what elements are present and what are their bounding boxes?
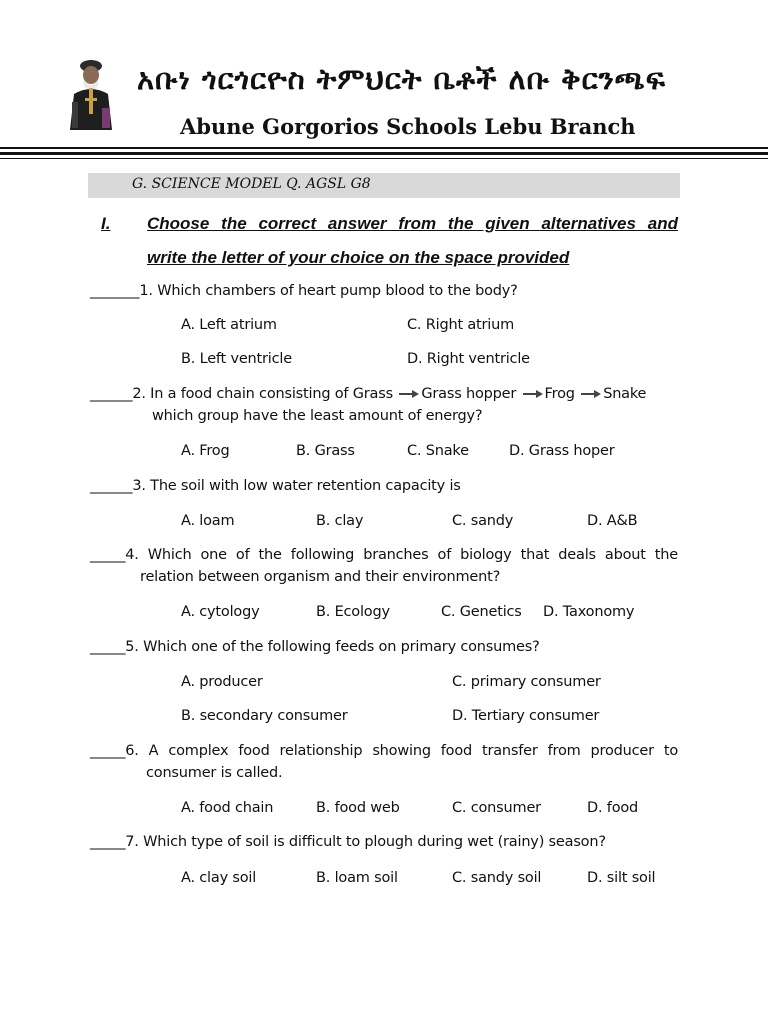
option-a: A. Frog [181, 443, 230, 459]
option-c: C. sandy [452, 513, 514, 529]
question-text: 1. Which chambers of heart pump blood to the body? [139, 283, 518, 299]
option-b: B. Left ventricle [181, 351, 292, 367]
answer-blank[interactable]: _____ [90, 743, 126, 759]
option-c: C. Genetics [441, 604, 522, 620]
option-a: A. producer [181, 674, 263, 690]
question-text-part-3: Frog [544, 386, 575, 402]
english-school-title: Abune Gorgorios Schools Lebu Branch [180, 114, 636, 139]
question-2-line-2: which group have the least amount of energy? [152, 408, 483, 424]
answer-blank[interactable]: ______ [90, 386, 133, 402]
school-logo [62, 58, 120, 130]
option-d: D. Taxonomy [543, 604, 635, 620]
subject-title: G. SCIENCE MODEL Q. AGSL G8 [132, 176, 371, 192]
option-b: B. Grass [296, 443, 355, 459]
question-text: 6. A complex food relationship showing food transfer from producer to [125, 743, 678, 759]
header-divider-middle [0, 152, 768, 155]
question-1 [90, 283, 518, 299]
option-a: A. clay soil [181, 870, 257, 886]
option-c: C. Right atrium [407, 317, 515, 333]
question-5 [90, 639, 540, 655]
question-text-part-1: 2. In a food chain consisting of Grass [132, 386, 393, 402]
option-d: D. A&B [587, 513, 638, 529]
option-b: B. loam soil [316, 870, 398, 886]
option-b: B. clay [316, 513, 364, 529]
question-text: 7. Which type of soil is difficult to plough during wet (rainy) season? [125, 834, 606, 850]
question-4-line-2: relation between organism and their environment? [140, 569, 501, 585]
question-3 [90, 478, 461, 494]
answer-blank[interactable]: _______ [90, 283, 140, 299]
option-d: D. Grass hoper [509, 443, 615, 459]
option-c: C. primary consumer [452, 674, 601, 690]
header-divider-top [0, 147, 768, 149]
option-d: D. silt soil [587, 870, 656, 886]
question-text: 5. Which one of the following feeds on primary consumes? [125, 639, 540, 655]
option-d: D. food [587, 800, 639, 816]
option-a: A. Left atrium [181, 317, 277, 333]
question-text: 4. Which one of the following branches of biology that deals about the [125, 547, 678, 563]
question-text-part-2: Grass hopper [421, 386, 517, 402]
question-2 [90, 386, 646, 402]
question-7 [90, 834, 606, 850]
instruction-line-2: write the letter of your choice on the space provided [147, 248, 570, 267]
option-a: A. food chain [181, 800, 274, 816]
option-b: B. food web [316, 800, 400, 816]
arrow-right-icon [522, 389, 544, 399]
arrow-right-icon [398, 389, 420, 399]
option-a: A. cytology [181, 604, 260, 620]
answer-blank[interactable]: _____ [90, 547, 126, 563]
question-4 [90, 547, 678, 563]
section-number: I. [101, 214, 111, 233]
arrow-right-icon [580, 389, 602, 399]
instruction-line-1: Choose the correct answer from the given alternatives and [147, 214, 678, 233]
amharic-school-title: አቡነ ጎርጎርዮስ ትምህርት ቤቶች ለቡ ቅርንጫፍ [137, 62, 666, 96]
answer-blank[interactable]: _____ [90, 639, 126, 655]
question-text: 3. The soil with low water retention capacity is [132, 478, 461, 494]
answer-blank[interactable]: ______ [90, 478, 133, 494]
answer-blank[interactable]: _____ [90, 834, 126, 850]
option-a: A. loam [181, 513, 235, 529]
question-6 [90, 743, 678, 759]
option-c: C. sandy soil [452, 870, 542, 886]
header-divider-bottom [0, 158, 768, 159]
option-d: D. Right ventricle [407, 351, 530, 367]
option-c: C. Snake [407, 443, 469, 459]
question-6-line-2: consumer is called. [146, 765, 283, 781]
option-c: C. consumer [452, 800, 541, 816]
option-b: B. secondary consumer [181, 708, 348, 724]
option-d: D. Tertiary consumer [452, 708, 600, 724]
question-text-part-4: Snake [603, 386, 647, 402]
option-b: B. Ecology [316, 604, 390, 620]
